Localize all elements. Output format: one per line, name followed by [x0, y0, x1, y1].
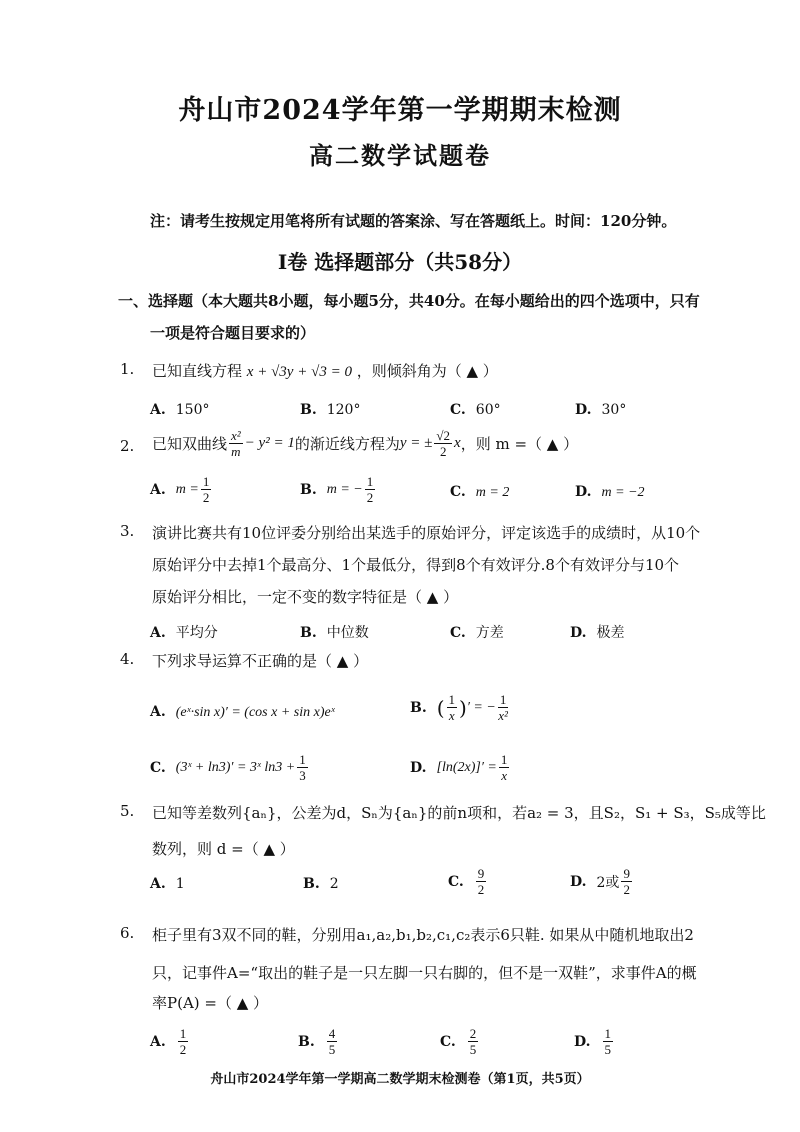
option-a[interactable] — [150, 474, 213, 505]
q1-post: ，则倾斜角为（ ▲ ） — [356, 362, 498, 380]
option-a[interactable] — [150, 1026, 190, 1057]
option-b[interactable] — [298, 1026, 339, 1057]
option-key: D. — [570, 625, 587, 641]
paren-right: ) — [459, 695, 467, 720]
q2-hyperbola-rest: − y² = 1 — [244, 435, 295, 451]
option-value: (3ˣ + ln3)′ = 3ˣ ln3 + — [175, 759, 296, 775]
q6a-fraction: $\frac{1}{2}$ — [179, 1026, 187, 1057]
option-value: m = −2 — [601, 485, 645, 500]
q2-asym-post: x — [454, 435, 461, 451]
q5c-fraction: $\frac{9}{2}$ — [477, 866, 485, 897]
q4b-fraction: $\frac{1}{x}$ — [448, 692, 456, 723]
question-5-line1: 已知等差数列{aₙ}，公差为d，Sₙ为{aₙ}的前n项和，若a₂ = 3，且S₂，S₁ + S₃，S₅成等比 — [152, 804, 766, 822]
option-key: D. — [410, 759, 427, 776]
part-heading: Ⅰ卷 选择题部分（共58分） — [277, 250, 523, 274]
question-6-line3: 率P(A) =（ ▲ ） — [152, 994, 269, 1012]
question-6-line2: 只，记事件A=“取出的鞋子是一只左脚一只右脚的，但不是一双鞋”，求事件A的概 — [152, 964, 697, 982]
option-key: B. — [300, 402, 317, 418]
option-b[interactable] — [300, 402, 360, 418]
option-key: A. — [150, 481, 166, 498]
option-b[interactable] — [410, 692, 510, 723]
q2-question: ，则 m =（ ▲ ） — [460, 435, 579, 453]
option-value: 极差 — [596, 625, 625, 641]
q2-asymptote-fraction: $\frac{√2}{2}$ — [436, 428, 451, 459]
question-5-line2: 数列，则 d =（ ▲ ） — [152, 840, 295, 858]
option-a[interactable] — [150, 402, 209, 418]
option-c[interactable] — [450, 484, 509, 501]
option-value: 2 — [329, 876, 339, 892]
option-c[interactable] — [450, 402, 501, 418]
option-a[interactable] — [150, 876, 185, 892]
option-value: 平均分 — [175, 625, 218, 641]
section-heading-line1: 一、选择题（本大题共8小题，每小题5分，共40分。在每小题给出的四个选项中，只有 — [118, 292, 700, 310]
option-key: B. — [303, 876, 320, 892]
option-key: C. — [450, 484, 466, 500]
q4c-fraction: $\frac{1}{3}$ — [299, 752, 306, 783]
option-key: C. — [450, 402, 466, 418]
option-b[interactable] — [300, 622, 369, 642]
paren-left: ( — [436, 695, 445, 720]
option-key: C. — [448, 873, 464, 890]
option-d[interactable] — [575, 484, 645, 501]
section-heading-line2: 一项是符合题目要求的） — [150, 324, 316, 342]
question-3-line1: 演讲比赛共有10位评委分别给出某选手的原始评分，评定该选手的成绩时，从10个 — [152, 524, 701, 542]
question-number: 2. — [120, 437, 135, 455]
option-c[interactable] — [448, 866, 488, 897]
option-value: 1 — [175, 876, 185, 892]
option-value: 120° — [326, 402, 361, 418]
option-value: (eˣ·sin x)′ = (cos x + sin x)eˣ — [175, 705, 335, 720]
exam-title: 舟山市2024学年第一学期期末检测 — [178, 95, 622, 126]
question-1-text — [152, 360, 498, 381]
option-value: ′ = − — [466, 699, 496, 715]
question-number: 5. — [120, 802, 135, 820]
option-value: 60° — [475, 402, 501, 418]
q2-asym-pre: y = ± — [399, 435, 433, 451]
option-c[interactable] — [150, 752, 310, 783]
page-footer: 舟山市2024学年第一学期高二数学期末检测卷（第1页，共5页） — [210, 1072, 590, 1087]
q6b-fraction: $\frac{4}{5}$ — [328, 1026, 336, 1057]
option-value: [ln(2x)]′ = — [436, 759, 497, 775]
option-value: m = − — [326, 481, 363, 497]
question-number: 1. — [120, 360, 135, 378]
q6c-fraction: $\frac{2}{5}$ — [469, 1026, 477, 1057]
option-d[interactable] — [574, 1026, 615, 1057]
question-6-line1: 柜子里有3双不同的鞋，分别用a₁,a₂,b₁,b₂,c₁,c₂表示6只鞋. 如果从中随机地取出2 — [152, 926, 694, 944]
question-4-text: 下列求导运算不正确的是（ ▲ ） — [152, 652, 369, 670]
half-fraction: $\frac{1}{2}$ — [366, 474, 374, 505]
option-d[interactable] — [570, 866, 634, 897]
option-value: 30° — [601, 402, 627, 418]
option-d[interactable] — [570, 622, 625, 642]
question-3-line3: 原始评分相比，一定不变的数字特征是（ ▲ ） — [152, 588, 459, 606]
option-key: D. — [574, 1033, 591, 1050]
question-number: 3. — [120, 522, 135, 540]
option-c[interactable] — [440, 1026, 480, 1057]
q4d-fraction: $\frac{1}{x}$ — [500, 752, 508, 783]
option-a[interactable] — [150, 704, 335, 721]
option-b[interactable] — [300, 474, 377, 505]
option-key: B. — [298, 1033, 315, 1050]
q2-pre: 已知双曲线 — [152, 435, 228, 453]
question-2-text — [152, 428, 578, 459]
option-a[interactable] — [150, 622, 218, 642]
option-value: 中位数 — [326, 625, 369, 641]
q1-equation: x + √3y + √3 = 0 — [246, 364, 352, 380]
option-b[interactable] — [303, 876, 339, 892]
option-d[interactable] — [575, 402, 626, 418]
option-value: m = 2 — [475, 485, 510, 500]
q1-pre: 已知直线方程 — [152, 362, 243, 380]
q4b-result-fraction: $\frac{1}{\text{x²}}$ — [498, 692, 508, 723]
option-key: C. — [440, 1033, 456, 1050]
exam-subtitle: 高二数学试题卷 — [309, 141, 491, 170]
option-value: 2或 — [596, 874, 620, 891]
option-key: C. — [150, 759, 166, 776]
option-key: A. — [150, 876, 166, 892]
half-fraction: $\frac{1}{2}$ — [202, 474, 210, 505]
option-key: A. — [150, 402, 166, 418]
q6d-fraction: $\frac{1}{5}$ — [604, 1026, 612, 1057]
question-3-line2: 原始评分中去掉1个最高分、1个最低分，得到8个有效评分.8个有效评分与10个 — [152, 556, 680, 574]
option-key: D. — [570, 873, 587, 890]
q2-hyperbola-fraction: $\frac{\text{x²}}{m}$ — [231, 428, 241, 459]
option-key: D. — [575, 484, 592, 500]
option-value: 150° — [175, 402, 210, 418]
question-number: 4. — [120, 650, 135, 668]
option-key: C. — [450, 625, 466, 641]
option-key: B. — [300, 481, 317, 498]
q5d-fraction: $\frac{9}{2}$ — [623, 866, 630, 897]
option-key: A. — [150, 704, 166, 720]
question-number: 6. — [120, 924, 135, 942]
exam-notice: 注：请考生按规定用笔将所有试题的答案涂、写在答题纸上。时间：120分钟。 — [150, 212, 677, 230]
q2-post: 的渐近线方程为 — [294, 435, 400, 453]
option-d[interactable] — [410, 752, 511, 783]
option-value: 方差 — [475, 625, 504, 641]
option-value: m = — [175, 481, 199, 497]
option-key: B. — [300, 625, 317, 641]
option-key: A. — [150, 1033, 166, 1050]
option-key: A. — [150, 625, 166, 641]
option-key: D. — [575, 402, 592, 418]
option-c[interactable] — [450, 622, 504, 642]
option-key: B. — [410, 699, 427, 716]
